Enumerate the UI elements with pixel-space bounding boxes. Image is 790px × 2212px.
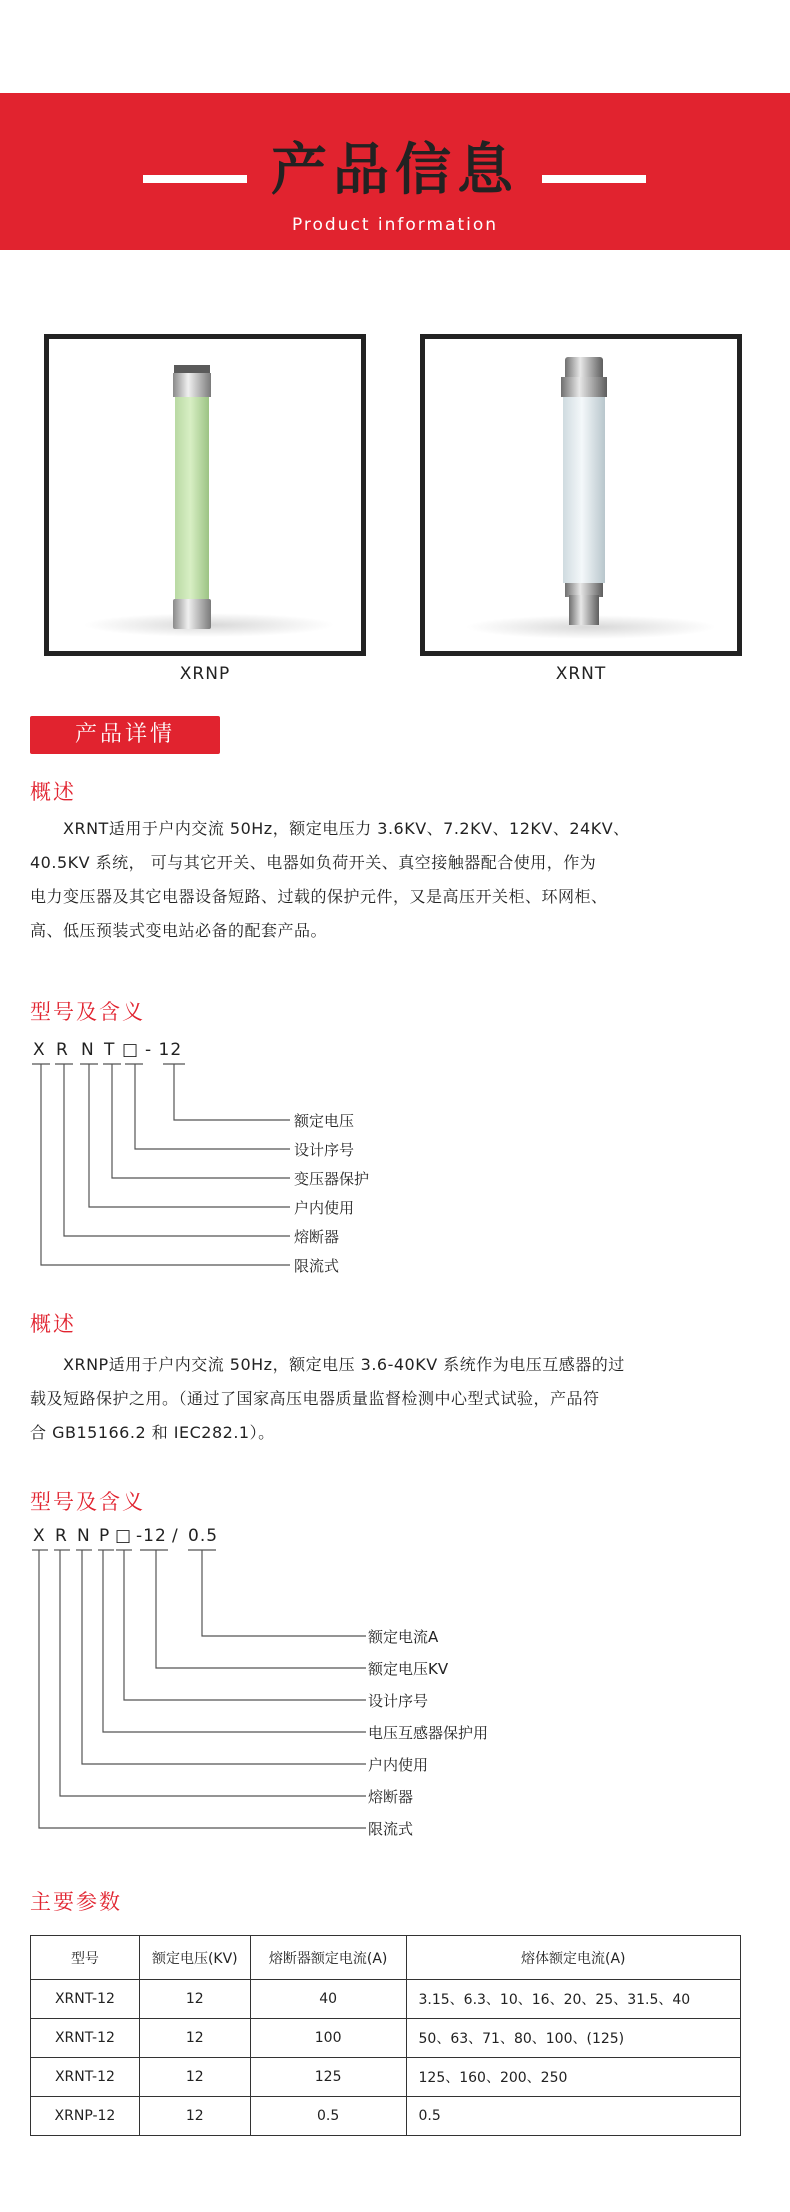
details-tag: 产品详情 bbox=[30, 716, 220, 754]
column-header: 熔断器额定电流(A) bbox=[250, 1936, 406, 1980]
page-title: 产品信息 bbox=[271, 138, 519, 203]
model2-heading: 型号及含义 bbox=[30, 1490, 145, 1514]
product-image-xrnp bbox=[44, 334, 366, 656]
model1-label: 额定电压 bbox=[294, 1112, 355, 1130]
model2-label: 熔断器 bbox=[368, 1788, 414, 1806]
table-row bbox=[31, 1980, 741, 2019]
model1-label: 限流式 bbox=[294, 1257, 340, 1275]
model1-code-char: N bbox=[81, 1040, 95, 1060]
model1-label: 户内使用 bbox=[294, 1199, 355, 1217]
model2-label: 设计序号 bbox=[368, 1692, 429, 1710]
green-fuse-tube-image bbox=[49, 339, 361, 651]
section1-line: 电力变压器及其它电器设备短路、过载的保护元件，又是高压开关柜、环网柜、 bbox=[30, 887, 608, 906]
table-row bbox=[31, 2058, 741, 2097]
model1-code-char: T bbox=[104, 1040, 116, 1060]
model2-label: 电压互感器保护用 bbox=[368, 1724, 489, 1742]
section1-line: 高、低压预装式变电站必备的配套产品。 bbox=[30, 921, 328, 940]
table-row bbox=[31, 2019, 741, 2058]
model1-code-char: - 12 bbox=[145, 1040, 183, 1060]
product-caption-xrnt: XRNT bbox=[555, 664, 607, 684]
page-subtitle: Product information bbox=[291, 215, 499, 235]
section1-paragraph bbox=[30, 812, 760, 948]
model1-heading: 型号及含义 bbox=[30, 1000, 145, 1024]
model2-code-char: P bbox=[99, 1526, 111, 1546]
params-table bbox=[30, 1935, 741, 2136]
table-cell: XRNP-12 bbox=[31, 2097, 140, 2136]
model2-code-char: 0.5 bbox=[188, 1526, 219, 1546]
table-cell: 0.5 bbox=[250, 2097, 406, 2136]
model2-code-char: R bbox=[55, 1526, 68, 1546]
column-header: 熔体额定电流(A) bbox=[406, 1936, 741, 1980]
table-cell: 12 bbox=[139, 1980, 250, 2019]
section1-heading: 概述 bbox=[30, 780, 76, 804]
model2-code-char: X bbox=[33, 1526, 46, 1546]
column-header: 额定电压(KV) bbox=[139, 1936, 250, 1980]
model1-label: 熔断器 bbox=[294, 1228, 340, 1246]
banner-line-right bbox=[542, 175, 646, 183]
table-cell: 12 bbox=[139, 2097, 250, 2136]
table-cell: 125、160、200、250 bbox=[406, 2058, 741, 2097]
section2-line: 合 GB15166.2 和 IEC282.1）。 bbox=[30, 1423, 275, 1442]
model1-label: 设计序号 bbox=[294, 1141, 355, 1159]
model2-code-char: N bbox=[77, 1526, 91, 1546]
model2-label: 限流式 bbox=[368, 1820, 414, 1838]
table-cell: 50、63、71、80、100、(125) bbox=[406, 2019, 741, 2058]
model2-code-char: / bbox=[172, 1526, 179, 1546]
section1-line: XRNT适用于户内交流 50Hz，额定电压力 3.6KV、7.2KV、12KV、24KV、 bbox=[30, 819, 630, 838]
column-header: 型号 bbox=[31, 1936, 140, 1980]
model1-code-char: □ bbox=[122, 1040, 140, 1060]
model2-label: 户内使用 bbox=[368, 1756, 429, 1774]
table-cell: 12 bbox=[139, 2019, 250, 2058]
table-header-row bbox=[31, 1936, 741, 1980]
table-cell: 0.5 bbox=[406, 2097, 741, 2136]
table-cell: XRNT-12 bbox=[31, 2019, 140, 2058]
section2-paragraph bbox=[30, 1348, 760, 1450]
section2-line: 载及短路保护之用。（通过了国家高压电器质量监督检测中心型式试验，产品符 bbox=[30, 1389, 600, 1408]
params-heading: 主要参数 bbox=[30, 1890, 122, 1914]
table-cell: 125 bbox=[250, 2058, 406, 2097]
section2-heading: 概述 bbox=[30, 1312, 76, 1336]
table-cell: XRNT-12 bbox=[31, 1980, 140, 2019]
model2-code-char: -12 bbox=[136, 1526, 167, 1546]
model1-code-char: X bbox=[33, 1040, 46, 1060]
product-caption-xrnp: XRNP bbox=[179, 664, 231, 684]
product-image-xrnt bbox=[420, 334, 742, 656]
model1-tree-lines bbox=[0, 1060, 790, 1280]
section1-line: 40.5KV 系统， 可与其它开关、电器如负荷开关、真空接触器配合使用，作为 bbox=[30, 853, 597, 872]
model1-code-char: R bbox=[56, 1040, 69, 1060]
table-cell: XRNT-12 bbox=[31, 2058, 140, 2097]
table-cell: 12 bbox=[139, 2058, 250, 2097]
table-cell: 40 bbox=[250, 1980, 406, 2019]
table-row bbox=[31, 2097, 741, 2136]
model2-code-char: □ bbox=[115, 1526, 133, 1546]
model2-label: 额定电压KV bbox=[368, 1660, 449, 1678]
section2-line: XRNP适用于户内交流 50Hz，额定电压 3.6-40KV 系统作为电压互感器的过 bbox=[30, 1355, 625, 1374]
table-cell: 3.15、6.3、10、16、20、25、31.5、40 bbox=[406, 1980, 741, 2019]
white-ceramic-fuse-image bbox=[425, 339, 737, 651]
model2-label: 额定电流A bbox=[368, 1628, 439, 1646]
header-banner bbox=[0, 93, 790, 250]
model1-label: 变压器保护 bbox=[294, 1170, 370, 1188]
table-cell: 100 bbox=[250, 2019, 406, 2058]
